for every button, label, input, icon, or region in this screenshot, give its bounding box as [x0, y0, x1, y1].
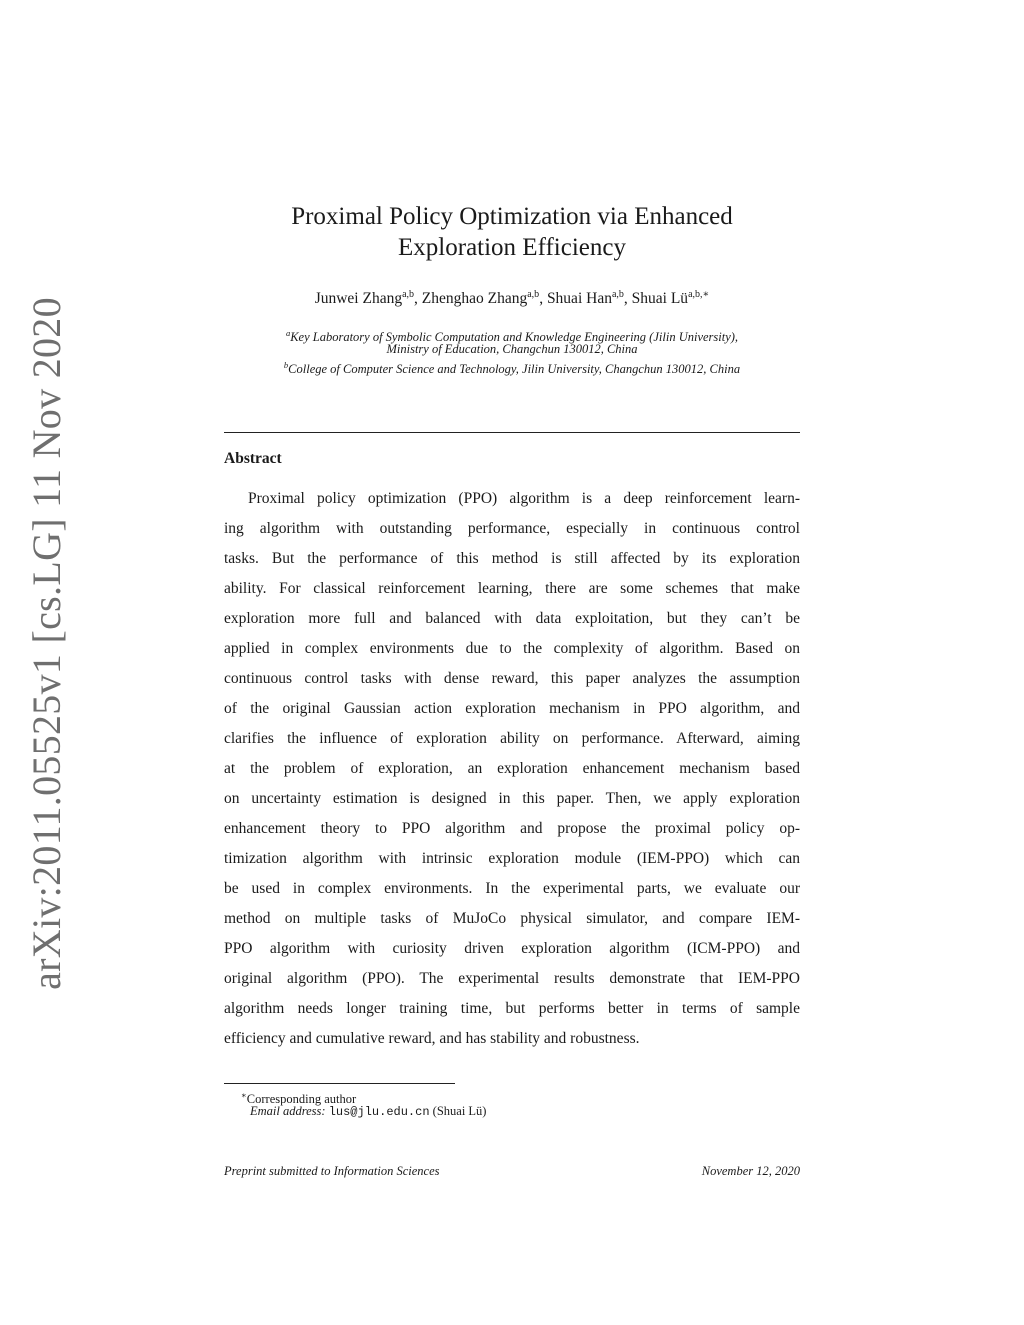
- footnote-rule: [224, 1083, 455, 1084]
- affiliation-a-line-1: $^a$Key Laboratory of Symbolic Computation and Knowledge Engineering (Jilin University),: [285, 328, 739, 345]
- author-list: [212, 289, 812, 308]
- abstract-line: clarifies the influence of exploration ability on performance. Afterward, aiming: [224, 730, 800, 747]
- footnote-corresponding: ∗Corresponding author: [241, 1090, 357, 1107]
- author: Shuai Han$^{a,b}$,: [546, 289, 632, 308]
- abstract-line: original algorithm (PPO). The experimental results demonstrate that IEM-PPO: [224, 970, 800, 987]
- author: Shuai $Lü^{a,b,∗}$: [631, 289, 710, 308]
- email-label: Email address:: [250, 1104, 326, 1118]
- abstract-line: applied in complex environments due to the complexity of algorithm. Based on: [224, 640, 800, 657]
- abstract-line: Proximal policy optimization (PPO) algorithm is a deep reinforcement learn-: [248, 490, 800, 507]
- abstract-line: method on multiple tasks of MuJoCo physical simulator, and compare IEM-: [224, 910, 800, 927]
- abstract-line: efficiency and cumulative reward, and has stability and robustness.: [224, 1030, 640, 1047]
- abstract-top-rule: [224, 432, 800, 433]
- title-line-1: Proximal Policy Optimization via Enhanced: [291, 203, 733, 230]
- author: Zhenghao Zhang$^{a,b}$,: [421, 289, 547, 308]
- affiliation-a-line-2: Ministry of Education, Changchun 130012, China: [386, 342, 638, 356]
- arxiv-side-stamp: [16, 296, 76, 990]
- preprint-note: Preprint submitted to Information Sciences: [224, 1164, 440, 1178]
- preprint-date: November 12, 2020: [701, 1164, 800, 1178]
- abstract-line: exploration more full and balanced with data exploitation, but they can’t be: [224, 610, 800, 627]
- abstract-line: ing algorithm with outstanding performance, especially in continuous control: [224, 520, 800, 537]
- author: Junwei Zhang$^{a,b}$,: [314, 289, 422, 308]
- paper-title: [212, 201, 812, 263]
- abstract-line: algorithm needs longer training time, but performs better in terms of sample: [224, 1000, 800, 1017]
- email-owner: (Shuai Lü): [432, 1104, 487, 1118]
- email-link[interactable]: lus@jlu.edu.cn: [328, 1105, 430, 1119]
- abstract-line: PPO algorithm with curiosity driven exploration algorithm (ICM-PPO) and: [224, 940, 800, 957]
- affiliation-b: $^b$College of Computer Science and Technology, Jilin University, Changchun 130012, China: [283, 360, 741, 377]
- abstract-body: [224, 484, 800, 1054]
- abstract-line: on uncertainty estimation is designed in this paper. Then, we apply exploration: [224, 790, 800, 807]
- abstract-line: ability. For classical reinforcement learning, there are some schemes that make: [224, 580, 800, 597]
- arxiv-identifier: arXiv:2011.05525v1 [cs.LG] 11 Nov 2020: [23, 296, 69, 990]
- footnote-email: [250, 1103, 486, 1120]
- abstract-line: be used in complex environments. In the experimental parts, we evaluate our: [224, 880, 800, 897]
- abstract-line: enhancement theory to PPO algorithm and propose the proximal policy op-: [224, 820, 800, 837]
- abstract-line: timization algorithm with intrinsic exploration module (IEM-PPO) which can: [224, 850, 800, 867]
- abstract-line: of the original Gaussian action exploration mechanism in PPO algorithm, and: [224, 700, 800, 717]
- abstract-line: at the problem of exploration, an exploration enhancement mechanism based: [224, 760, 800, 777]
- title-line-2: Exploration Efficiency: [398, 234, 626, 261]
- abstract-heading: Abstract: [224, 450, 282, 467]
- abstract-line: tasks. But the performance of this method is still affected by its exploration: [224, 550, 800, 567]
- abstract-line: continuous control tasks with dense reward, this paper analyzes the assumption: [224, 670, 800, 687]
